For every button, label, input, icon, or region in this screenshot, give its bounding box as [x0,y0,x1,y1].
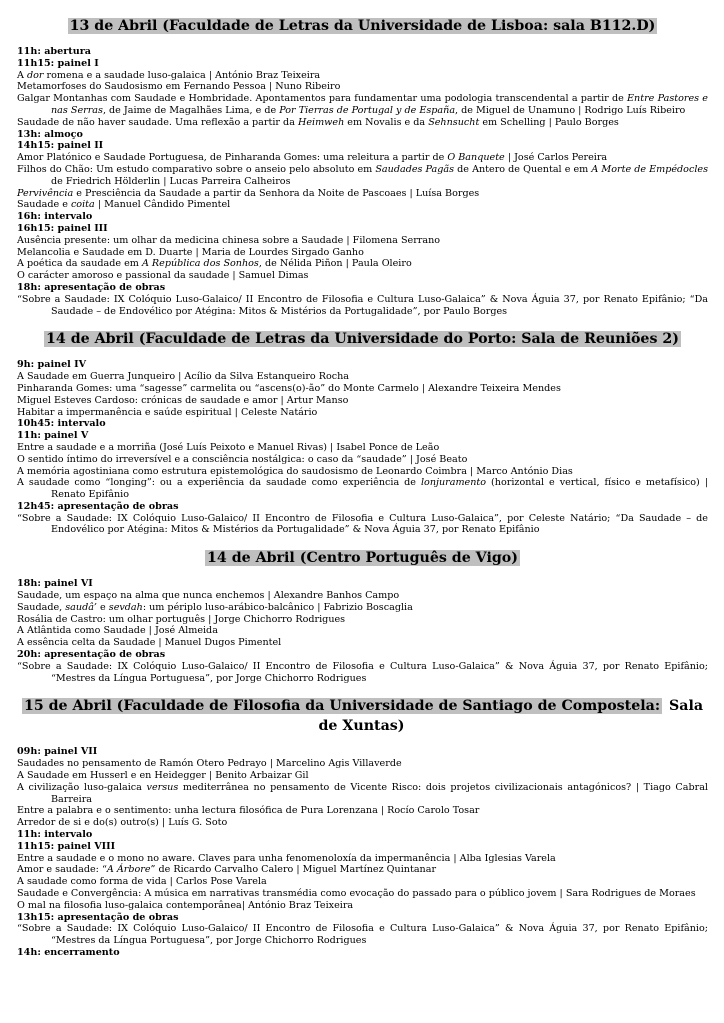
day-title [17,548,708,568]
entry-text: Ausência presente: um olhar da medicina chinesa sobre a Saudade | Filomena Serrano [17,234,441,246]
programme-entry [17,590,708,602]
schedule-time-heading [17,211,708,223]
entry-text: Arredor de si e do(s) outro(s) | Luís G. Soto [17,817,228,829]
entry-text: O carácter amoroso e passional da saudade | Samuel Dimas [17,270,309,282]
programme-entry [17,661,708,685]
schedule-time-heading [17,430,708,442]
programme-entry [17,371,708,383]
entry-text: 18h: apresentação de obras [17,281,166,293]
schedule-time-heading [17,947,708,959]
entry-text: em Schelling | Paulo Borges [479,116,619,128]
italic-title-text: coita [70,199,95,211]
programme-entry [17,817,708,829]
day-title-highlight: 14 de Abril (Centro Português de Vigo) [207,550,518,567]
italic-title-text: Pervivência [17,187,74,199]
programme-entry [17,442,708,454]
italic-title-text: dor [26,69,44,81]
entry-text: em Novalis e da [344,116,429,128]
entry-text: 11h: painel V [17,430,89,442]
entry-text: Miguel Esteves Cardoso: crónicas de saudade e amor | Artur Manso [17,394,349,406]
programme-entry [17,235,708,247]
italic-title-text: versus [146,781,179,793]
italic-title-text: Saudades Pagãs [375,163,455,175]
schedule-time-heading [17,58,708,70]
programme-entry [17,70,708,82]
programme-entry [17,888,708,900]
entry-text: 09h: painel VII [17,746,98,758]
italic-title-text: Entre Pastores e nas Serras [51,93,708,116]
programme-entry [17,900,708,912]
entry-text: Galgar Montanhas com Saudade e Hombridade. Apontamentos para fundamentar uma podologia transcendental a partir de [17,93,628,105]
programme-entry [17,247,708,259]
entry-text: (horizontal e vertical, físico e metafísico) | Renato Epifânio [51,477,708,501]
programme-entry [17,395,708,407]
entry-text: A Saudade em Guerra Junqueiro | Acílio da Silva Estanqueiro Rocha [17,371,349,383]
italic-title-text: A República dos Sonhos [141,258,259,270]
entry-text: 16h15: painel III [17,222,108,234]
programme-entry [17,258,708,270]
day-title [17,16,708,36]
programme-entry [17,625,708,637]
entry-text: 11h: intervalo [17,829,93,841]
entry-text: Entre a saudade e a morriña (José Luís Peixoto e Manuel Rivas) | Isabel Ponce de Leão [17,441,440,453]
entry-text: A [17,69,27,81]
italic-title-text: A Morte de Empédocles [591,163,709,175]
entry-text: Saudades no pensamento de Ramón Otero Pedrayo | Marcelino Agis Villaverde [17,758,402,770]
entry-text: 9h: painel IV [17,359,87,371]
programme-entry [17,270,708,282]
entry-text: A saudade como forma de vida | Carlos Pose Varela [17,876,267,888]
entry-text: A Saudade em Husserl e en Heidegger | Benito Arbaizar Gil [17,770,309,782]
programme-entry [17,614,708,626]
italic-title-text: Heimweh [297,116,345,128]
entry-text: , de Nélida Piñon | Paula Oleiro [258,258,412,270]
day-section [17,329,708,536]
entry-text: O mal na filosofia luso-galaica contemporânea| António Braz Teixeira [17,899,354,911]
schedule-time-heading [17,829,708,841]
programme-entry [17,152,708,164]
entry-text: e Presciência da Saudade a partir da Senhora da Noite de Pascoaes | Luísa Borges [73,187,480,199]
entry-text: A poética da saudade em [17,258,142,270]
entry-text: 11h: abertura [17,46,91,57]
entry-text: Saudade, um espaço na alma que nunca enchemos | Alexandre Banhos Campo [17,590,400,602]
entry-text: 14h15: painel II [17,140,104,152]
entry-text: Saudade de não haver saudade. Uma reflexão a partir da [17,116,298,128]
programme-entry [17,294,708,318]
italic-title-text: sevdah [108,601,143,613]
programme-entry [17,782,708,806]
entry-text: Pinharanda Gomes: uma “sagesse” carmelita ou “ascens(o)-ão” do Monte Carmelo | Alexandre Teixeira Mendes [17,382,561,394]
schedule-time-heading [17,912,708,924]
day-title [17,329,708,349]
programme-entry [17,477,708,501]
entry-text: “Sobre a Saudade: IX Colóquio Luso-Galaico/ II Encontro de Filosofia e Cultura Luso-Galaica”, por Celeste Natário; “Da Saudade – de Endovélico por Atégina: Mitos & Mistérios da Portugalidade” & Nova Águia 37, por Renato Epifânio [17,512,708,536]
day-title-highlight: 15 de Abril (Faculdade de Filosofia da Universidade de Santiago de Compostela: [23,698,661,715]
programme-entry [17,199,708,211]
schedule-time-heading [17,129,708,141]
schedule-time-heading [17,649,708,661]
entry-text: ” de Ricardo Carvalho Calero | Miguel Martínez Quintanar [150,864,437,876]
entry-text: 10h45: intervalo [17,418,106,430]
programme-entry [17,188,708,200]
entry-text: de Friedrich Hölderlin | Lucas Parreira Calheiros [51,175,291,187]
programme-entry [17,383,708,395]
entry-text: A saudade como “longing”: ou a experiência da saudade como experiência de [17,477,421,489]
entry-text: Melancolia e Saudade em D. Duarte | Maria de Lourdes Sirgado Ganho [17,246,364,258]
schedule-time-heading [17,418,708,430]
day-title-room: Sala de Xuntas) [318,698,704,735]
entry-text: 20h: apresentação de obras [17,649,166,661]
italic-title-text: saudâ’ [65,601,97,613]
programme-entry [17,81,708,93]
schedule-time-heading [17,578,708,590]
entry-text: “Sobre a Saudade: IX Colóquio Luso-Galaico/ II Encontro de Filosofia e Cultura Luso-Galaica” & Nova Águia 37, por Renato Epifânio; “Mestres da Língua Portuguesa”, por Jorge Chichorro Rodrigues [17,660,708,684]
entry-text: Saudade e Convergência: A música em narrativas transmédia como evocação do passado para o público jovem | Sara Rodrigues de Moraes [17,888,696,900]
programme-entry [17,407,708,419]
entry-text: A civilização luso-galaica [17,781,147,793]
programme-entry [17,876,708,888]
programme-entry [17,637,708,649]
schedule-time-heading [17,359,708,371]
entry-text: A memória agostiniana como estrutura epistemológica do saudosismo de Leonardo Coimbra | Marco António Dias [17,465,573,477]
entry-text: Entre a saudade e o mono no aware. Claves para unha fenomenoloxía da impermanência | Alba Iglesias Varela [17,852,556,864]
entry-text: de Antero de Quental e em [454,163,592,175]
schedule-time-heading [17,841,708,853]
entry-text: Saudade, [17,601,66,613]
programme-entry [17,805,708,817]
italic-title-text: O Banquete [447,152,505,164]
entry-text: Metamorfoses do Saudosismo em Fernando Pessoa | Nuno Ribeiro [17,81,341,93]
entry-text: 16h: intervalo [17,211,93,223]
programme-entry [17,602,708,614]
entry-text: “Sobre a Saudade: IX Colóquio Luso-Galaico/ II Encontro de Filosofia e Cultura Luso-Galaica” & Nova Águia 37, por Renato Epifânio; “Mestres da Língua Portuguesa”, por Jorge Chichorro Rodrigues [17,923,708,947]
entry-text: 18h: painel VI [17,578,93,590]
entry-text: romena e a saudade luso-galaica | António Braz Teixeira [43,69,321,81]
day-title-highlight: 13 de Abril (Faculdade de Letras da Universidade de Lisboa: sala B112.D) [69,18,656,34]
italic-title-text: Sehnsucht [428,116,480,128]
entry-text: : um périplo luso-arábico-balcânico | Fabrizio Boscaglia [142,601,413,613]
programme-entry [17,853,708,865]
programme-entry [17,93,708,117]
entry-text: Amor e saudade: “ [17,864,107,876]
day-section [17,16,708,317]
programme-entry [17,923,708,947]
entry-text: Filhos do Chão: Um estudo comparativo sobre o anseio pelo absoluto em [17,163,376,175]
entry-text: 13h: almoço [17,128,83,140]
entry-text: | José Carlos Pereira [504,152,608,164]
entry-text: A Atlântida como Saudade | José Almeida [17,625,218,637]
italic-title-text: Por Tierras de Portugal y de España [279,104,456,116]
schedule-time-heading [17,223,708,235]
schedule-time-heading [17,140,708,152]
entry-text: e [96,601,109,613]
programme-entry [17,770,708,782]
programme-entry [17,758,708,770]
schedule-time-heading [17,501,708,513]
entry-text: O sentido íntimo do irreversível e a consciência nostálgica: o caso da “saudade” | José Beato [17,453,468,465]
entry-text: “Sobre a Saudade: IX Colóquio Luso-Galaico/ II Encontro de Filosofia e Cultura Luso-Galaica” & Nova Águia 37, por Renato Epifânio; “Da Saudade – de Endovélico por Atégina: Mitos & Mistérios da Portugalidade”, por Paulo Borges [17,293,708,317]
programme-entry [17,466,708,478]
entry-text: Entre a palabra e o sentimento: unha lectura filosófica de Pura Lorenzana | Rocío Carolo Tosar [17,805,480,817]
entry-text: 14h: encerramento [17,947,120,958]
schedule-time-heading [17,282,708,294]
entry-text: , de Miguel de Unamuno | Rodrigo Luís Ribeiro [455,104,686,116]
entry-text: A essência celta da Saudade | Manuel Dugos Pimentel [17,637,282,649]
programme-entry [17,513,708,537]
entry-text: Rosália de Castro: um olhar português | Jorge Chichorro Rodrigues [17,613,346,625]
entry-text: 13h15: apresentação de obras [17,911,179,923]
day-section [17,696,708,958]
programme-entry [17,164,708,188]
day-section [17,548,708,684]
entry-text: Habitar a impermanência e saúde espiritual | Celeste Natário [17,406,318,418]
programme-entry [17,117,708,129]
entry-text: Amor Platónico e Saudade Portuguesa, de Pinharanda Gomes: uma releitura a partir de [17,152,448,164]
entry-text: 11h15: painel I [17,57,99,69]
entry-text: mediterrânea no pensamento de Vicente Risco: dois projetos civilizacionais antagónicos? | Tiago Cabral Barreira [51,781,708,805]
day-title-highlight: 14 de Abril (Faculdade de Letras da Universidade do Porto: Sala de Reuniões 2) [46,331,679,348]
entry-text: 12h45: apresentação de obras [17,500,179,512]
schedule-time-heading [17,46,708,58]
programme-entry [17,454,708,466]
day-title [17,696,708,736]
entry-text: | Manuel Cândido Pimentel [94,199,231,211]
italic-title-text: lonjuramento [420,477,487,489]
entry-text: Saudade e [17,199,71,211]
entry-text: 11h15: painel VIII [17,840,116,852]
schedule-time-heading [17,746,708,758]
italic-title-text: A Árbore [106,864,151,876]
programme-entry [17,864,708,876]
entry-text: , de Jaime de Magalhães Lima, e de [102,104,280,116]
